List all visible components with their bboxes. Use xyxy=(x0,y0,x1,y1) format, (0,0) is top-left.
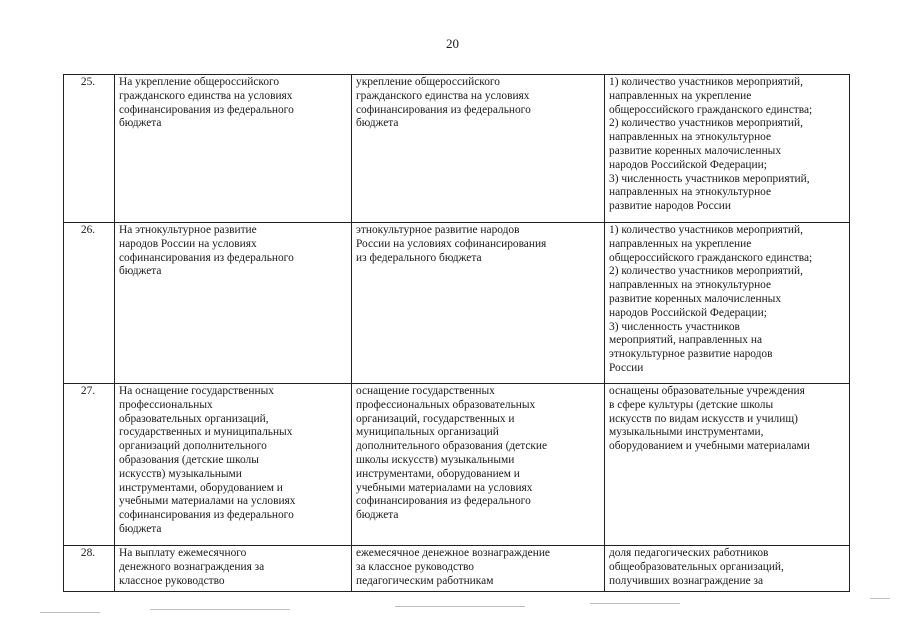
table-row xyxy=(64,223,850,384)
cell-line: организаций дополнительного xyxy=(119,440,267,453)
row-number: 25. xyxy=(64,75,115,223)
cell-line: народов Российской Федерации; xyxy=(609,158,767,171)
cell-line: инструментами, оборудованием и xyxy=(119,481,283,494)
document-table xyxy=(63,74,850,592)
cell-line: На оснащение государственных xyxy=(119,385,274,397)
cell-line: направленных на укрепление xyxy=(609,89,752,102)
table-body xyxy=(64,75,850,592)
cell-line: учебными материалами на условиях xyxy=(356,481,533,494)
page-number: 20 xyxy=(446,36,459,51)
scan-artifact xyxy=(40,612,100,613)
cell-line: мероприятий, направленных на xyxy=(609,334,763,347)
cell-line: софинансирования из федерального xyxy=(119,103,294,116)
name-cell xyxy=(115,75,352,223)
cell-line: ежемесячное денежное вознаграждение xyxy=(356,547,550,559)
purpose-cell xyxy=(352,75,605,223)
cell-line: народов Российской Федерации; xyxy=(609,306,767,319)
cell-line: софинансирования из федерального xyxy=(356,103,531,116)
name-cell xyxy=(115,384,352,546)
cell-line: софинансирования из федерального xyxy=(119,251,294,264)
cell-line: направленных на укрепление xyxy=(609,237,752,250)
cell-line: классное руководство xyxy=(119,574,225,587)
row-number: 27. xyxy=(64,384,115,546)
cell-line: направленных на этнокультурное xyxy=(609,186,772,199)
cell-line: развитие коренных малочисленных xyxy=(609,144,782,157)
scan-artifact xyxy=(590,603,680,604)
cell-line: бюджета xyxy=(356,509,399,522)
cell-line: укрепление общероссийского xyxy=(356,76,500,88)
cell-line: дополнительного образования (детские xyxy=(356,440,548,453)
cell-line: софинансирования из федерального xyxy=(119,509,294,522)
cell-line: народов России на условиях xyxy=(119,237,257,250)
cell-line: профессиональных образовательных xyxy=(356,398,536,411)
row-number: 26. xyxy=(64,223,115,384)
cell-line: школы искусств) музыкальными xyxy=(356,453,515,466)
result-cell xyxy=(605,384,850,546)
purpose-cell xyxy=(352,384,605,546)
cell-line: общероссийского гражданского единства; xyxy=(609,103,813,116)
scan-artifact xyxy=(870,598,890,599)
cell-line: 3) численность участников xyxy=(609,320,740,333)
cell-line: профессиональных xyxy=(119,398,213,411)
result-cell xyxy=(605,75,850,223)
cell-line: России на условиях софинансирования xyxy=(356,237,547,250)
table-row xyxy=(64,546,850,592)
cell-line: искусств по видам искусств и училищ) xyxy=(609,412,798,425)
row-number: 28. xyxy=(64,546,115,592)
scan-artifact xyxy=(150,609,290,610)
cell-line: педагогическим работникам xyxy=(356,574,494,587)
result-cell xyxy=(605,546,850,592)
cell-line: России xyxy=(609,361,644,374)
table-row xyxy=(64,75,850,223)
cell-line: общероссийского гражданского единства; xyxy=(609,251,813,264)
cell-line: в сфере культуры (детские школы xyxy=(609,398,774,411)
cell-line: 3) численность участников мероприятий, xyxy=(609,172,810,185)
cell-line: софинансирования из федерального xyxy=(356,495,531,508)
cell-line: гражданского единства на условиях xyxy=(119,89,293,102)
cell-line: бюджета xyxy=(356,117,399,130)
cell-line: 2) количество участников мероприятий, xyxy=(609,265,803,278)
cell-line: денежного вознаграждения за xyxy=(119,560,265,573)
cell-line: оснащены образовательные учреждения xyxy=(609,385,805,397)
cell-line: На выплату ежемесячного xyxy=(119,547,247,559)
cell-line: из федерального бюджета xyxy=(356,251,482,264)
table-row xyxy=(64,384,850,546)
cell-line: направленных на этнокультурное xyxy=(609,131,772,144)
cell-line: На этнокультурное развитие xyxy=(119,224,257,236)
cell-line: муниципальных организаций xyxy=(356,426,499,439)
cell-line: этнокультурное развитие народов xyxy=(609,348,773,361)
purpose-cell xyxy=(352,546,605,592)
cell-line: 1) количество участников мероприятий, xyxy=(609,224,803,236)
cell-line: образования (детские школы xyxy=(119,453,259,466)
cell-line: бюджета xyxy=(119,522,162,535)
cell-line: получивших вознаграждение за xyxy=(609,574,764,587)
cell-line: развитие коренных малочисленных xyxy=(609,292,782,305)
cell-line: направленных на этнокультурное xyxy=(609,279,772,292)
scan-artifact xyxy=(395,606,525,607)
cell-line: развитие народов России xyxy=(609,200,731,213)
cell-line: бюджета xyxy=(119,117,162,130)
cell-line: гражданского единства на условиях xyxy=(356,89,530,102)
cell-line: оснащение государственных xyxy=(356,385,495,397)
result-cell xyxy=(605,223,850,384)
purpose-cell xyxy=(352,223,605,384)
cell-line: организаций, государственных и xyxy=(356,412,515,425)
cell-line: доля педагогических работников xyxy=(609,547,769,559)
cell-line: На укрепление общероссийского xyxy=(119,76,280,88)
name-cell xyxy=(115,546,352,592)
cell-line: учебными материалами на условиях xyxy=(119,495,296,508)
cell-line: бюджета xyxy=(119,265,162,278)
cell-line: искусств) музыкальными xyxy=(119,467,242,480)
cell-line: государственных и муниципальных xyxy=(119,426,293,439)
cell-line: инструментами, оборудованием и xyxy=(356,467,520,480)
cell-line: образовательных организаций, xyxy=(119,412,269,425)
cell-line: 2) количество участников мероприятий, xyxy=(609,117,803,130)
cell-line: общеобразовательных организаций, xyxy=(609,560,784,573)
cell-line: этнокультурное развитие народов xyxy=(356,224,520,236)
cell-line: музыкальными инструментами, xyxy=(609,426,764,439)
cell-line: оборудованием и учебными материалами xyxy=(609,440,810,453)
cell-line: за классное руководство xyxy=(356,560,475,573)
cell-line: 1) количество участников мероприятий, xyxy=(609,76,803,88)
name-cell xyxy=(115,223,352,384)
